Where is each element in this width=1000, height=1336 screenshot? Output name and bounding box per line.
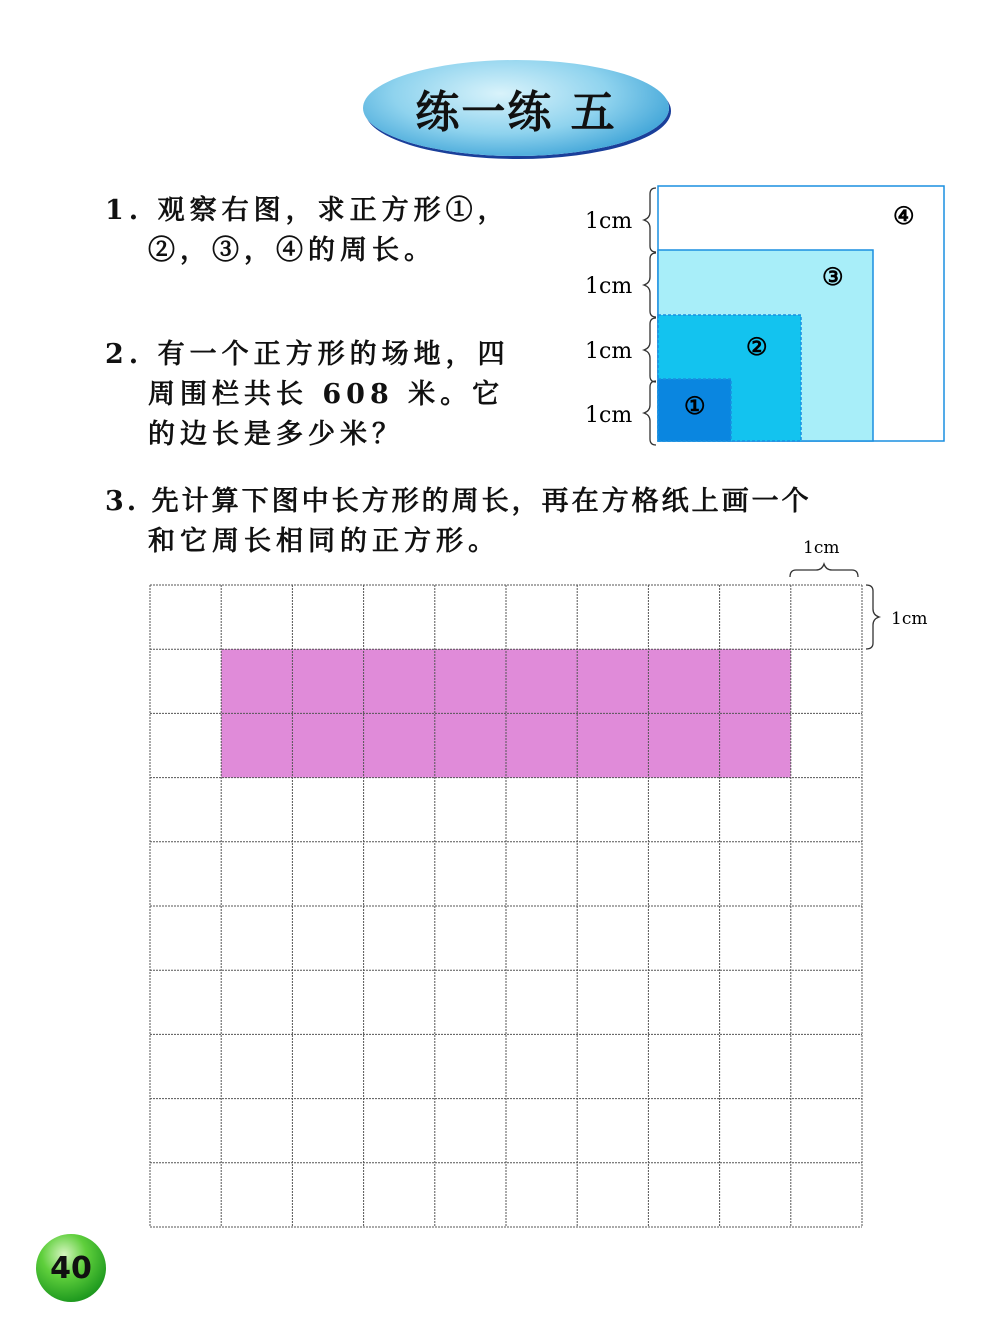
unit-label: 1cm (585, 209, 633, 234)
square-4-label: ④ (893, 201, 915, 230)
unit-label: 1cm (585, 274, 633, 299)
grid-unit-braces (790, 564, 879, 649)
square-2-label: ② (746, 332, 768, 361)
unit-label: 1cm (585, 403, 633, 428)
unit-label: 1cm (585, 339, 633, 364)
nested-squares-figure (585, 186, 944, 445)
question-2-line-3: 的边长是多少米？ (148, 419, 404, 450)
question-3-line-1: 3. 先计算下图中长方形的周长，再在方格纸上画一个 (105, 486, 812, 517)
grid-unit-side-label: 1cm (891, 609, 928, 629)
grid-unit-top-label: 1cm (803, 538, 840, 558)
brace-icon (644, 381, 656, 445)
brace-icon (866, 585, 879, 649)
question-1-line-1: 1. 观察右图，求正方形①， (105, 195, 510, 226)
page-title: 练一练 五 (415, 87, 617, 138)
question-3-line-2: 和它周长相同的正方形。 (148, 526, 500, 557)
question-1-line-2: ②，③，④的周长。 (148, 235, 436, 266)
side-braces (644, 188, 656, 445)
brace-icon (644, 253, 656, 317)
brace-icon (644, 188, 656, 252)
square-3-label: ③ (822, 262, 844, 291)
page-number: 40 (50, 1250, 92, 1286)
brace-icon (644, 318, 656, 382)
question-2-line-2: 周围栏共长 608 米。它 (148, 379, 505, 410)
question-2-line-1: 2. 有一个正方形的场地，四 (105, 339, 510, 370)
brace-icon (790, 564, 858, 577)
page-number-badge (36, 1234, 106, 1302)
square-grid-paper[interactable] (150, 585, 862, 1227)
square-1-label: ① (684, 391, 706, 420)
